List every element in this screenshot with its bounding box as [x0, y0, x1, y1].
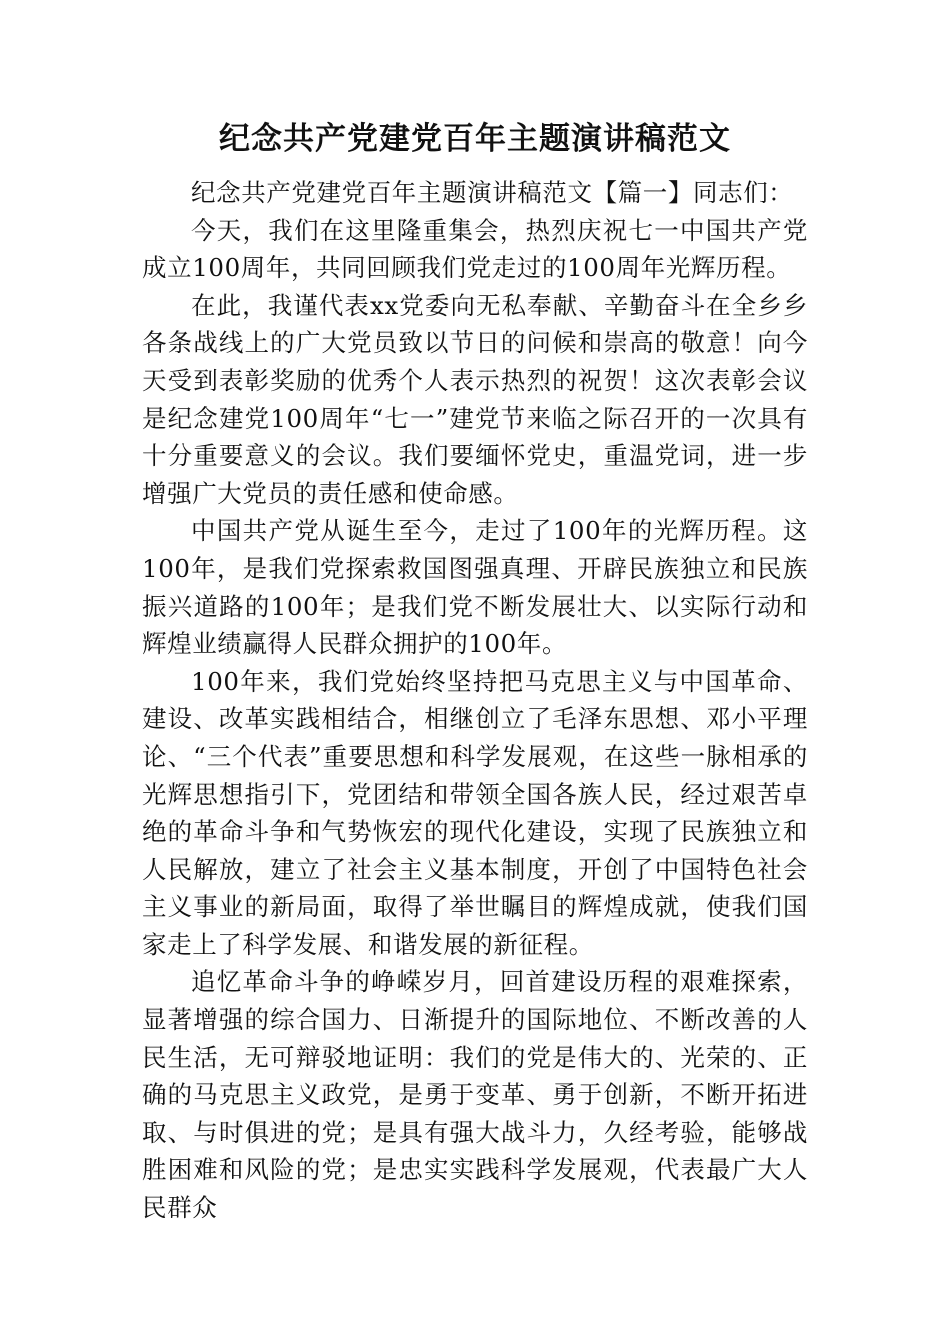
paragraph-opening: 今天，我们在这里隆重集会，热烈庆祝七一中国共产党成立100周年，共同回顾我们党走过的100周年光辉历程。 — [142, 215, 808, 283]
paragraph-achievements: 100年来，我们党始终坚持把马克思主义与中国革命、建设、改革实践相结合，相继创立了毛泽东思想、邓小平理论、“三个代表”重要思想和科学发展观，在这些一脉相承的光辉思想指引下，党团结和带领全国各族人民，经过艰苦卓绝的革命斗争和气势恢宏的现代化建设，实现了民族独立和人民解放，建立了社会主义基本制度，开创了中国特色社会主义事业的新局面，取得了举世瞩目的辉煌成就，使我们国家走上了科学发展、和谐发展的新征程。 — [142, 666, 808, 959]
paragraph-history: 中国共产党从诞生至今，走过了100年的光辉历程。这100年，是我们党探索救国图强真理、开辟民族独立和民族振兴道路的100年；是我们党不断发展壮大、以实际行动和辉煌业绩赢得人民群众拥护的100年。 — [142, 516, 808, 659]
paragraph-tribute: 在此，我谨代表xx党委向无私奉献、辛勤奋斗在全乡乡各条战线上的广大党员致以节日的问候和崇高的敬意！向今天受到表彰奖励的优秀个人表示热烈的祝贺！这次表彰会议是纪念建党100周年“七一”建党节来临之际召开的一次具有十分重要意义的会议。我们要缅怀党史，重温党词，进一步增强广大党员的责任感和使命感。 — [142, 290, 808, 508]
document-body — [142, 174, 808, 1227]
paragraph-reflection: 追忆革命斗争的峥嵘岁月，回首建设历程的艰难探索，显著增强的综合国力、日渐提升的国际地位、不断改善的人民生活，无可辩驳地证明：我们的党是伟大的、光荣的、正确的马克思主义政党，是勇于变革、勇于创新，不断开拓进取、与时俱进的党；是具有强大战斗力，久经考验，能够战胜困难和风险的党；是忠实实践科学发展观，代表最广大人民群众 — [142, 967, 808, 1223]
document-title: 纪念共产党建党百年主题演讲稿范文 — [219, 121, 731, 157]
paragraph-greeting: 纪念共产党建党百年主题演讲稿范文【篇一】同志们： — [191, 178, 794, 207]
